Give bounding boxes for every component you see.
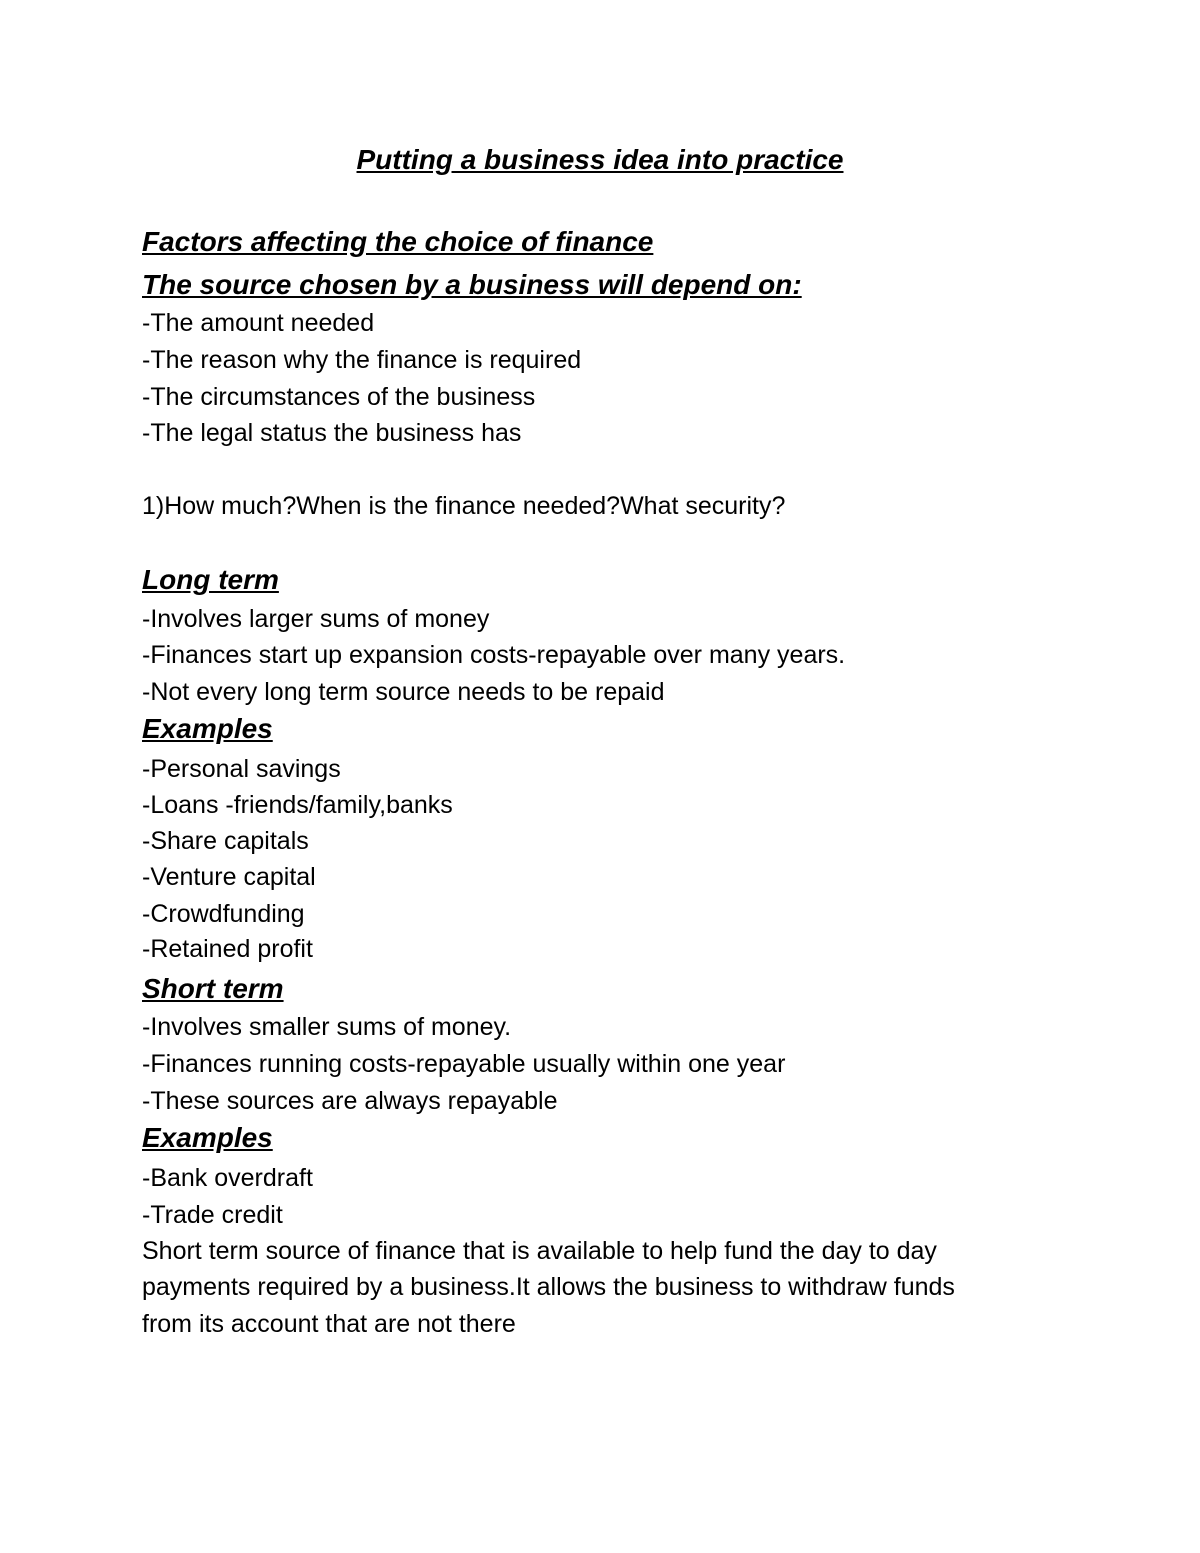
document-title: Putting a business idea into practice — [356, 144, 844, 175]
long-term-point: -Not every long term source needs to be repaid — [142, 678, 665, 706]
factor-item: -The amount needed — [142, 309, 375, 337]
factors-heading: Factors affecting the choice of finance — [142, 226, 654, 257]
short-term-example: -Trade credit — [142, 1201, 283, 1229]
questions-line: 1)How much?When is the finance needed?What security? — [142, 492, 786, 520]
short-term-point: -Finances running costs-repayable usually within one year — [142, 1050, 786, 1078]
long-term-example: -Crowdfunding — [142, 900, 305, 928]
long-term-example: -Venture capital — [142, 863, 316, 891]
short-term-description-line: from its account that are not there — [142, 1310, 516, 1338]
long-term-example: -Personal savings — [142, 755, 341, 783]
long-term-examples-heading: Examples — [142, 713, 273, 744]
long-term-point: -Finances start up expansion costs-repayable over many years. — [142, 641, 846, 669]
long-term-example: -Retained profit — [142, 935, 313, 963]
short-term-description-line: payments required by a business.It allows the business to withdraw funds — [142, 1273, 955, 1301]
factor-item: -The reason why the finance is required — [142, 346, 582, 374]
short-term-description-line: Short term source of finance that is available to help fund the day to day — [142, 1237, 937, 1265]
short-term-example: -Bank overdraft — [142, 1164, 313, 1192]
long-term-point: -Involves larger sums of money — [142, 605, 490, 633]
short-term-point: -Involves smaller sums of money. — [142, 1013, 512, 1041]
long-term-example: -Loans -friends/family,banks — [142, 791, 453, 819]
short-term-heading: Short term — [142, 973, 284, 1004]
short-term-point: -These sources are always repayable — [142, 1087, 558, 1115]
factor-item: -The circumstances of the business — [142, 383, 536, 411]
short-term-examples-heading: Examples — [142, 1122, 273, 1153]
source-heading: The source chosen by a business will depend on: — [142, 269, 802, 300]
long-term-example: -Share capitals — [142, 827, 309, 855]
factor-item: -The legal status the business has — [142, 419, 522, 447]
long-term-heading: Long term — [142, 564, 279, 595]
